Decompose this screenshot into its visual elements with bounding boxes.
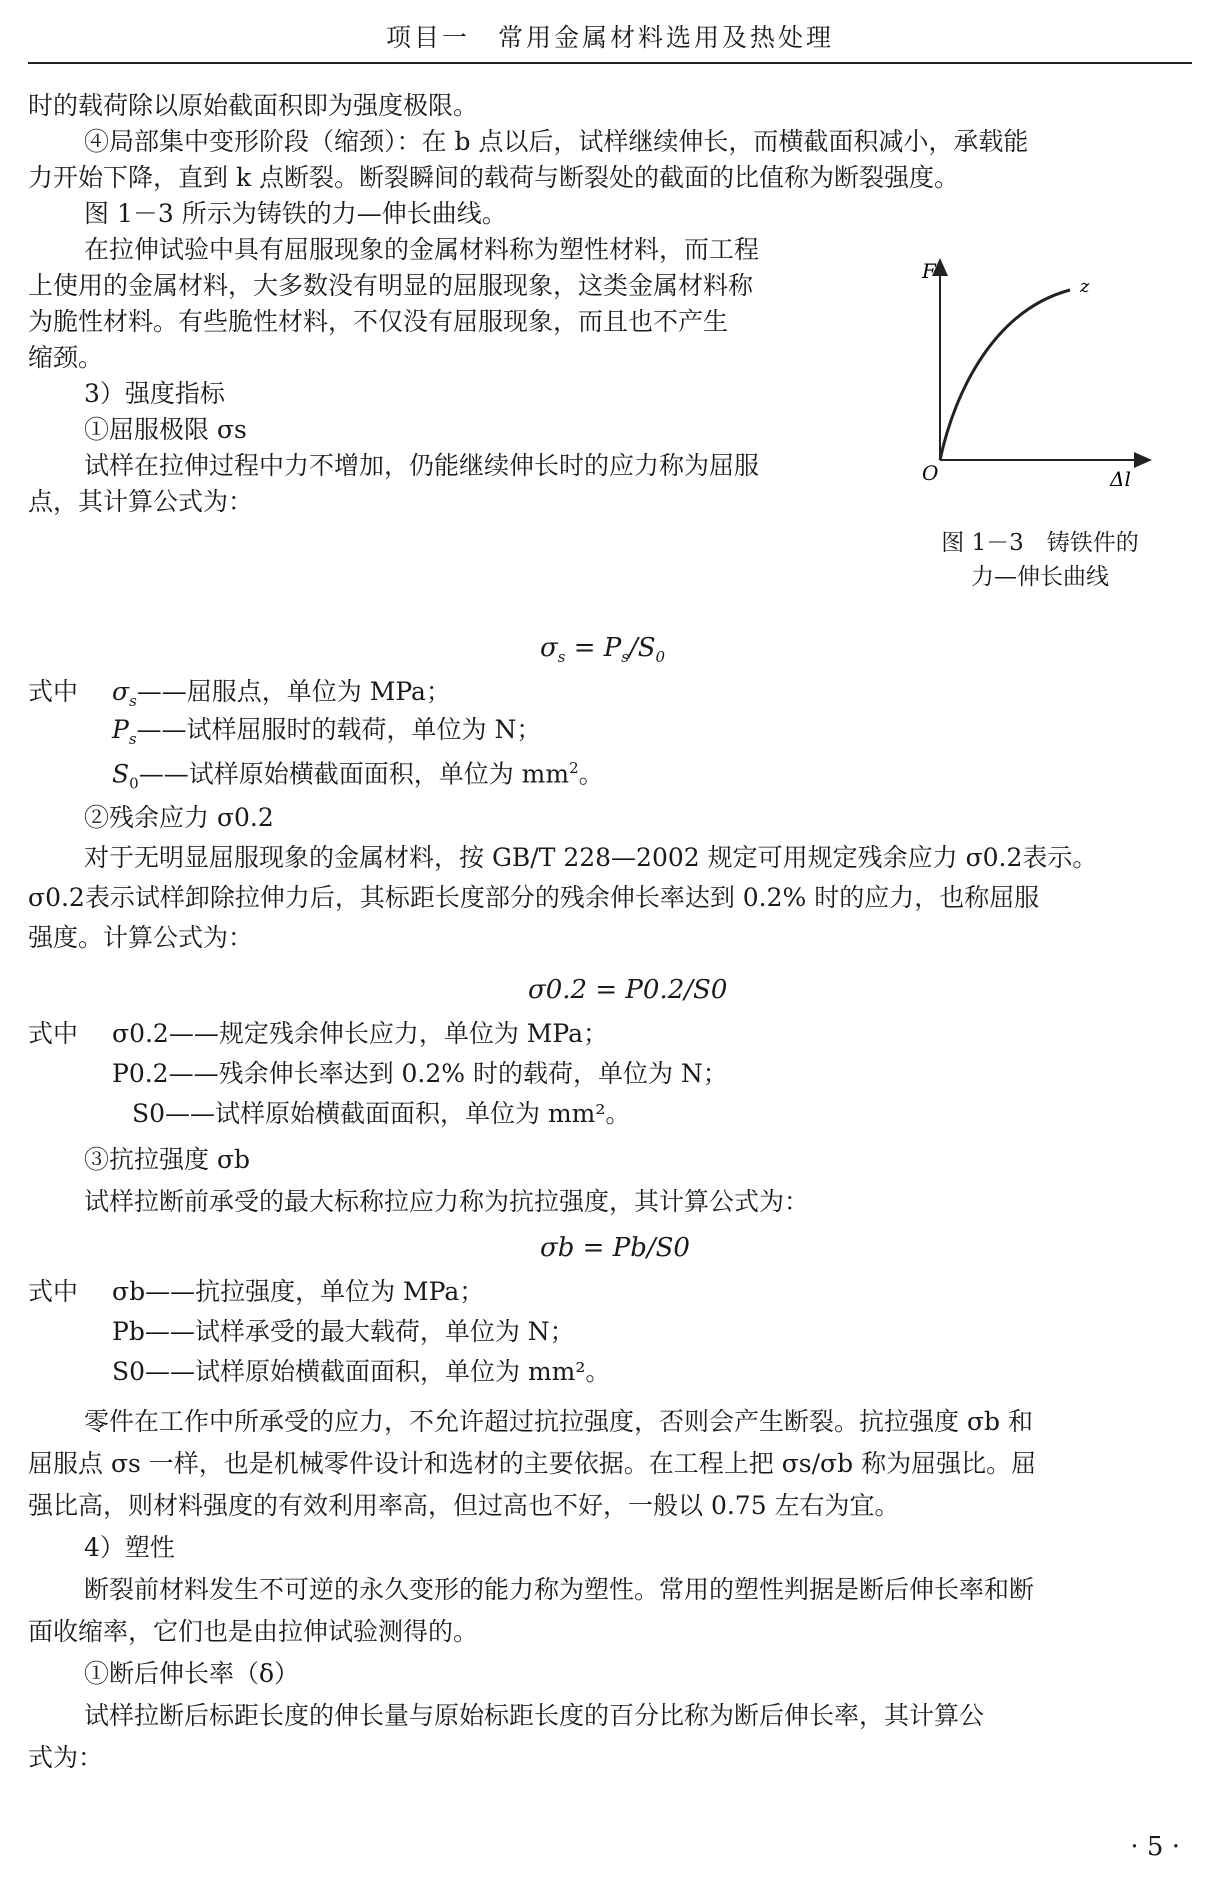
page-number: · 5 ·	[1130, 1832, 1180, 1862]
where-item: σb——抗拉强度，单位为 MPa；	[112, 1277, 485, 1306]
text-line: 零件在工作中所承受的应力，不允许超过抗拉强度，否则会产生断裂。抗拉强度 σb 和	[84, 1407, 1033, 1436]
curve-end-label: z	[1080, 276, 1090, 297]
where-lead: 式中	[28, 677, 79, 706]
text-line: 强度。计算公式为：	[28, 923, 254, 952]
where-item: $P_s——$试样屈服时的载荷，单位为 N；	[112, 715, 542, 748]
where-lead: 式中	[28, 1019, 79, 1048]
text-line: 试样拉断后标距长度的伸长量与原始标距长度的百分比称为断后伸长率，其计算公	[84, 1701, 985, 1730]
where-item: P0.2——残余伸长率达到 0.2% 时的载荷，单位为 N；	[112, 1059, 728, 1088]
force-curve	[940, 290, 1070, 460]
where-item: Pb——试样承受的最大载荷，单位为 N；	[112, 1317, 575, 1346]
subsection-heading: ①屈服极限 σs	[84, 415, 247, 444]
where-item: S0——试样原始横截面面积，单位为 mm²。	[112, 1357, 611, 1386]
text-line: 试样拉断前承受的最大标称拉应力称为抗拉强度，其计算公式为：	[84, 1187, 810, 1216]
text-line: 式为：	[28, 1743, 104, 1772]
subsection-heading: ③抗拉强度 σb	[84, 1145, 251, 1174]
text-line: 屈服点 σs 一样，也是机械零件设计和选材的主要依据。在工程上把 σs/σb 称为屈强比。屈	[28, 1449, 1037, 1478]
text-line: 点，其计算公式为：	[28, 487, 254, 516]
x-axis-label: Δl	[1110, 467, 1131, 490]
where-item: σ0.2——规定残余伸长应力，单位为 MPa；	[112, 1019, 608, 1048]
figure-caption: 图 1－3 铸铁件的	[941, 530, 1139, 556]
figure-caption: 力—伸长曲线	[971, 564, 1109, 590]
text-line: 面收缩率，它们也是由拉伸试验测得的。	[28, 1617, 479, 1646]
text-line: 力开始下降，直到 k 点断裂。断裂瞬间的载荷与断裂处的截面的比值称为断裂强度。	[28, 163, 960, 192]
y-axis-label: F	[922, 259, 936, 283]
origin-label: O	[922, 461, 939, 485]
text-line: σ0.2表示试样卸除拉伸力后，其标距长度部分的残余伸长率达到 0.2% 时的应力，也称屈服	[28, 883, 1040, 912]
text-line: 强比高，则材料强度的有效利用率高，但过高也不好，一般以 0.75 左右为宜。	[28, 1491, 900, 1520]
formula-tensile-strength: σb = Pb/S0	[540, 1233, 690, 1263]
text-line: 断裂前材料发生不可逆的永久变形的能力称为塑性。常用的塑性判据是断后伸长率和断	[84, 1575, 1035, 1604]
text-line: 试样在拉伸过程中力不增加，仍能继续伸长时的应力称为屈服	[84, 451, 760, 480]
formula-proof-stress: σ0.2 = P0.2/S0	[528, 975, 728, 1005]
text-line: 在拉伸试验中具有屈服现象的金属材料称为塑性材料，而工程	[84, 235, 760, 264]
text-line: 时的载荷除以原始截面积即为强度极限。	[28, 91, 479, 120]
running-header: 项目一 常用金属材料选用及热处理	[28, 14, 1192, 64]
section-heading: 3）强度指标	[84, 379, 225, 408]
text-line: 缩颈。	[28, 343, 104, 372]
text-line: 为脆性材料。有些脆性材料，不仅没有屈服现象，而且也不产生	[28, 307, 729, 336]
text-line: 上使用的金属材料，大多数没有明显的屈服现象，这类金属材料称	[28, 271, 754, 300]
where-item: $\sigma_s——$屈服点，单位为 MPa；	[112, 677, 451, 710]
where-lead: 式中	[28, 1277, 79, 1306]
formula-yield: $\sigma_s = P_s/S_0$	[540, 633, 666, 667]
section-heading: 4）塑性	[84, 1533, 175, 1562]
text-line: ④局部集中变形阶段（缩颈）：在 b 点以后，试样继续伸长，而横截面积减小，承载能	[84, 127, 1029, 156]
text-line: 图 1－3 所示为铸铁的力—伸长曲线。	[84, 199, 507, 228]
force-elongation-figure	[900, 250, 1180, 490]
text-line: 对于无明显屈服现象的金属材料，按 GB/T 228—2002 规定可用规定残余应力 σ0.2表示。	[84, 843, 1098, 872]
where-item: $S_0——$试样原始横截面面积，单位为 $mm^2$。	[112, 759, 604, 793]
where-item: S0——试样原始横截面面积，单位为 mm²。	[132, 1099, 631, 1128]
subsection-heading: ①断后伸长率（δ）	[84, 1659, 300, 1688]
subsection-heading: ②残余应力 σ0.2	[84, 803, 274, 832]
